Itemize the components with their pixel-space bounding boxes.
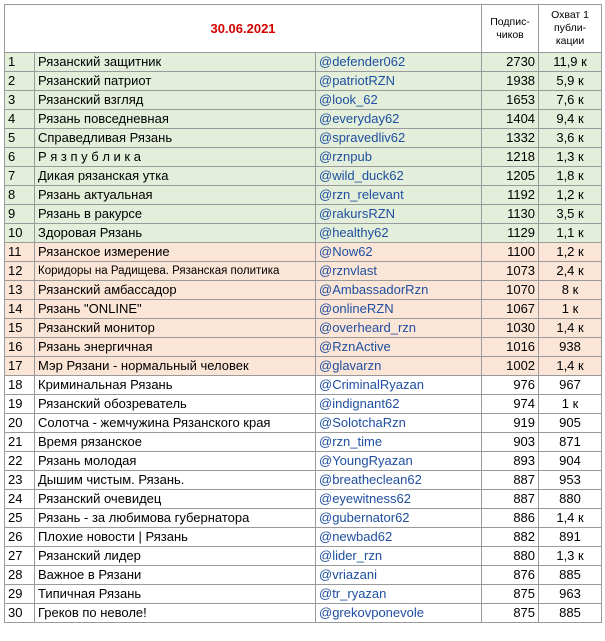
reach-value: 1,2 к <box>539 243 602 262</box>
channel-handle-link[interactable]: @newbad62 <box>316 528 482 547</box>
reach-value: 1,3 к <box>539 547 602 566</box>
subscribers-count: 887 <box>482 471 539 490</box>
channel-name: Рязанский амбассадор <box>35 281 316 300</box>
channel-name: Рязань в ракурсе <box>35 205 316 224</box>
row-number: 14 <box>5 300 35 319</box>
reach-value: 2,4 к <box>539 262 602 281</box>
channel-name: Рязанский защитник <box>35 53 316 72</box>
channel-name: Рязанский лидер <box>35 547 316 566</box>
reach-value: 905 <box>539 414 602 433</box>
subscribers-count: 893 <box>482 452 539 471</box>
channel-handle-link[interactable]: @rznvlast <box>316 262 482 281</box>
table-row <box>5 585 602 604</box>
subscribers-count: 1016 <box>482 338 539 357</box>
subscribers-count: 1067 <box>482 300 539 319</box>
row-number: 1 <box>5 53 35 72</box>
subscribers-count: 1129 <box>482 224 539 243</box>
channel-handle-link[interactable]: @gubernator62 <box>316 509 482 528</box>
table-row <box>5 186 602 205</box>
channel-handle-link[interactable]: @grekovponevole <box>316 604 482 623</box>
header-row <box>5 5 602 53</box>
report-date: 30.06.2021 <box>5 5 482 53</box>
channel-handle-link[interactable]: @everyday62 <box>316 110 482 129</box>
table-row <box>5 281 602 300</box>
table-row <box>5 262 602 281</box>
subscribers-count: 903 <box>482 433 539 452</box>
table-row <box>5 547 602 566</box>
channel-handle-link[interactable]: @RznActive <box>316 338 482 357</box>
row-number: 10 <box>5 224 35 243</box>
table-row <box>5 53 602 72</box>
subscribers-count: 1192 <box>482 186 539 205</box>
row-number: 17 <box>5 357 35 376</box>
subscribers-count: 875 <box>482 585 539 604</box>
channel-handle-link[interactable]: @breatheclean62 <box>316 471 482 490</box>
table-row <box>5 91 602 110</box>
row-number: 27 <box>5 547 35 566</box>
table-row <box>5 471 602 490</box>
channel-name: Рязань - за любимова губернатора <box>35 509 316 528</box>
row-number: 19 <box>5 395 35 414</box>
table-row <box>5 509 602 528</box>
row-number: 9 <box>5 205 35 224</box>
channel-name: Греков по неволе! <box>35 604 316 623</box>
reach-header: Охват 1 публи-кации <box>539 5 602 53</box>
table-row <box>5 566 602 585</box>
row-number: 5 <box>5 129 35 148</box>
table-row <box>5 205 602 224</box>
table-row <box>5 167 602 186</box>
reach-value: 1,4 к <box>539 357 602 376</box>
channel-handle-link[interactable]: @wild_duck62 <box>316 167 482 186</box>
reach-value: 3,5 к <box>539 205 602 224</box>
subscribers-count: 976 <box>482 376 539 395</box>
subscribers-count: 1030 <box>482 319 539 338</box>
channel-handle-link[interactable]: @rzn_time <box>316 433 482 452</box>
channel-name: Плохие новости | Рязань <box>35 528 316 547</box>
channel-handle-link[interactable]: @rznpub <box>316 148 482 167</box>
channel-handle-link[interactable]: @rakursRZN <box>316 205 482 224</box>
row-number: 26 <box>5 528 35 547</box>
channel-name: Рязань актуальная <box>35 186 316 205</box>
row-number: 3 <box>5 91 35 110</box>
channel-handle-link[interactable]: @defender062 <box>316 53 482 72</box>
subscribers-count: 882 <box>482 528 539 547</box>
row-number: 6 <box>5 148 35 167</box>
channel-name: Рязань "ONLINE" <box>35 300 316 319</box>
subscribers-count: 876 <box>482 566 539 585</box>
reach-value: 1 к <box>539 395 602 414</box>
reach-value: 1 к <box>539 300 602 319</box>
subscribers-count: 1002 <box>482 357 539 376</box>
channel-name: Рязанский взгляд <box>35 91 316 110</box>
row-number: 7 <box>5 167 35 186</box>
table-row <box>5 452 602 471</box>
channel-name: Типичная Рязань <box>35 585 316 604</box>
row-number: 29 <box>5 585 35 604</box>
reach-value: 967 <box>539 376 602 395</box>
subscribers-count: 875 <box>482 604 539 623</box>
channel-handle-link[interactable]: @Now62 <box>316 243 482 262</box>
channel-name: Рязанский монитор <box>35 319 316 338</box>
subscribers-count: 1404 <box>482 110 539 129</box>
channel-handle-link[interactable]: @tr_ryazan <box>316 585 482 604</box>
reach-value: 891 <box>539 528 602 547</box>
row-number: 28 <box>5 566 35 585</box>
row-number: 25 <box>5 509 35 528</box>
channel-name: Важное в Рязани <box>35 566 316 585</box>
row-number: 12 <box>5 262 35 281</box>
reach-value: 938 <box>539 338 602 357</box>
subscribers-count: 919 <box>482 414 539 433</box>
table-row <box>5 300 602 319</box>
table-row <box>5 224 602 243</box>
table-row <box>5 129 602 148</box>
subscribers-count: 887 <box>482 490 539 509</box>
channel-name: Солотча - жемчужина Рязанского края <box>35 414 316 433</box>
reach-value: 885 <box>539 566 602 585</box>
channel-handle-link[interactable]: @lider_rzn <box>316 547 482 566</box>
table-row <box>5 433 602 452</box>
channel-name: Рязань энергичная <box>35 338 316 357</box>
table-row <box>5 319 602 338</box>
channel-handle-link[interactable]: @vriazani <box>316 566 482 585</box>
subscribers-count: 2730 <box>482 53 539 72</box>
subscribers-count: 1653 <box>482 91 539 110</box>
table-row <box>5 528 602 547</box>
channel-handle-link[interactable]: @YoungRyazan <box>316 452 482 471</box>
channel-handle-link[interactable]: @CriminalRyazan <box>316 376 482 395</box>
reach-value: 880 <box>539 490 602 509</box>
table-row <box>5 72 602 91</box>
channel-handle-link[interactable]: @SolotchaRzn <box>316 414 482 433</box>
table-row <box>5 490 602 509</box>
subscribers-count: 1070 <box>482 281 539 300</box>
table-row <box>5 110 602 129</box>
channel-name: Рязанский патриот <box>35 72 316 91</box>
row-number: 24 <box>5 490 35 509</box>
reach-value: 871 <box>539 433 602 452</box>
channel-handle-link[interactable]: @patriotRZN <box>316 72 482 91</box>
row-number: 30 <box>5 604 35 623</box>
table-row <box>5 243 602 262</box>
table-row <box>5 148 602 167</box>
subscribers-count: 974 <box>482 395 539 414</box>
reach-value: 1,1 к <box>539 224 602 243</box>
subscribers-count: 1332 <box>482 129 539 148</box>
channel-handle-link[interactable]: @look_62 <box>316 91 482 110</box>
table-row <box>5 338 602 357</box>
channel-name: Дикая рязанская утка <box>35 167 316 186</box>
row-number: 21 <box>5 433 35 452</box>
channel-name: Р я з п у б л и к а <box>35 148 316 167</box>
channel-name: Здоровая Рязань <box>35 224 316 243</box>
reach-value: 5,9 к <box>539 72 602 91</box>
subscribers-count: 1938 <box>482 72 539 91</box>
row-number: 20 <box>5 414 35 433</box>
row-number: 2 <box>5 72 35 91</box>
row-number: 13 <box>5 281 35 300</box>
reach-value: 1,8 к <box>539 167 602 186</box>
subscribers-header: Подпис-чиков <box>482 5 539 53</box>
channel-name: Дышим чистым. Рязань. <box>35 471 316 490</box>
reach-value: 7,6 к <box>539 91 602 110</box>
table-row <box>5 376 602 395</box>
channel-handle-link[interactable]: @spravedliv62 <box>316 129 482 148</box>
subscribers-count: 1218 <box>482 148 539 167</box>
reach-value: 963 <box>539 585 602 604</box>
channel-handle-link[interactable]: @onlineRZN <box>316 300 482 319</box>
subscribers-count: 1130 <box>482 205 539 224</box>
table-row <box>5 357 602 376</box>
channel-handle-link[interactable]: @overheard_rzn <box>316 319 482 338</box>
channel-name: Справедливая Рязань <box>35 129 316 148</box>
table-row <box>5 414 602 433</box>
row-number: 16 <box>5 338 35 357</box>
channel-name: Рязанское измерение <box>35 243 316 262</box>
table-row <box>5 395 602 414</box>
channels-table <box>4 4 602 623</box>
channel-name: Рязанский обозреватель <box>35 395 316 414</box>
reach-value: 885 <box>539 604 602 623</box>
row-number: 15 <box>5 319 35 338</box>
row-number: 4 <box>5 110 35 129</box>
reach-value: 1,4 к <box>539 319 602 338</box>
subscribers-count: 1073 <box>482 262 539 281</box>
channel-name: Рязань повседневная <box>35 110 316 129</box>
subscribers-count: 1205 <box>482 167 539 186</box>
reach-value: 1,3 к <box>539 148 602 167</box>
channel-handle-link[interactable]: @glavarzn <box>316 357 482 376</box>
channel-name: Мэр Рязани - нормальный человек <box>35 357 316 376</box>
reach-value: 9,4 к <box>539 110 602 129</box>
subscribers-count: 1100 <box>482 243 539 262</box>
row-number: 22 <box>5 452 35 471</box>
channel-name: Время рязанское <box>35 433 316 452</box>
reach-value: 1,4 к <box>539 509 602 528</box>
channel-handle-link[interactable]: @eyewitness62 <box>316 490 482 509</box>
row-number: 18 <box>5 376 35 395</box>
channel-handle-link[interactable]: @AmbassadorRzn <box>316 281 482 300</box>
channel-name: Рязанский очевидец <box>35 490 316 509</box>
row-number: 11 <box>5 243 35 262</box>
table-row <box>5 604 602 623</box>
reach-value: 953 <box>539 471 602 490</box>
reach-value: 904 <box>539 452 602 471</box>
subscribers-count: 880 <box>482 547 539 566</box>
reach-value: 3,6 к <box>539 129 602 148</box>
channel-handle-link[interactable]: @rzn_relevant <box>316 186 482 205</box>
channel-name: Коридоры на Радищева. Рязанская политика <box>35 262 316 281</box>
reach-value: 1,2 к <box>539 186 602 205</box>
channel-name: Рязань молодая <box>35 452 316 471</box>
reach-value: 11,9 к <box>539 53 602 72</box>
channel-name: Криминальная Рязань <box>35 376 316 395</box>
row-number: 8 <box>5 186 35 205</box>
subscribers-count: 886 <box>482 509 539 528</box>
reach-value: 8 к <box>539 281 602 300</box>
channel-handle-link[interactable]: @indignant62 <box>316 395 482 414</box>
channel-handle-link[interactable]: @healthy62 <box>316 224 482 243</box>
row-number: 23 <box>5 471 35 490</box>
